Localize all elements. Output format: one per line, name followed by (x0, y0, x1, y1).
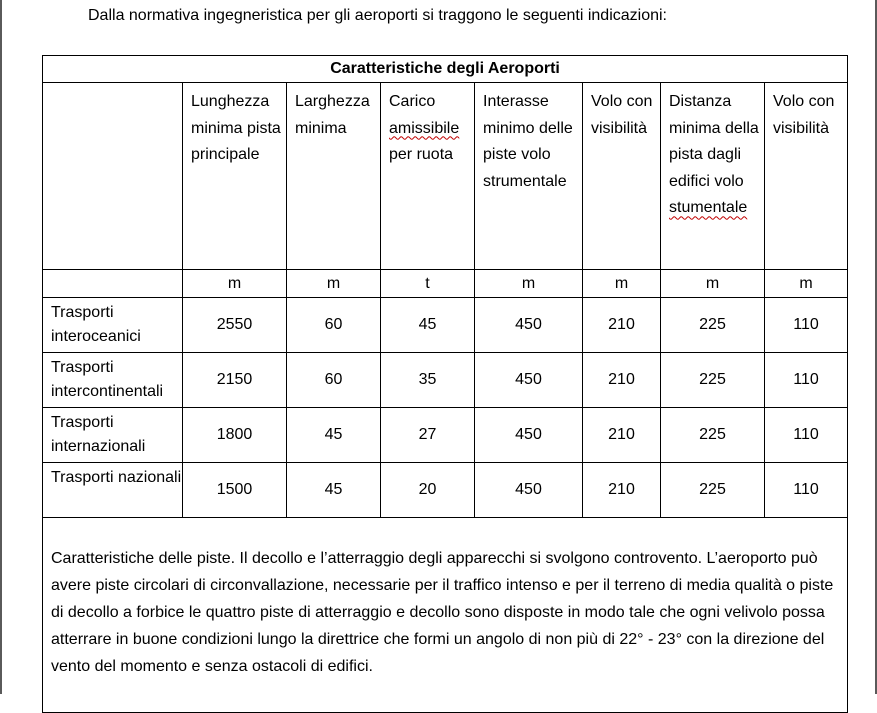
unit-cell: m (287, 270, 381, 298)
header-cell: Interasse minimo delle piste volo strumentale (475, 83, 583, 270)
table-cell: 110 (765, 353, 848, 408)
table-cell: 60 (287, 353, 381, 408)
header-part: Distanza minima della pista dagli edifici volo (669, 93, 759, 190)
table-cell: 210 (583, 353, 661, 408)
table-cell: 35 (381, 353, 475, 408)
table-cell: 210 (583, 298, 661, 353)
table-cell: 110 (765, 408, 848, 463)
table-cell: 225 (661, 353, 765, 408)
table-cell: 210 (583, 408, 661, 463)
row-label: Trasporti interoceanici (43, 298, 183, 353)
units-empty-cell (43, 270, 183, 298)
unit-cell: m (765, 270, 848, 298)
units-row (43, 270, 848, 298)
header-cell (661, 83, 765, 270)
header-part: per ruota (389, 146, 454, 164)
runway-characteristics-paragraph: Caratteristiche delle piste. Il decollo e l’atterraggio degli apparecchi si svolgono controvento. L’aeroporto può avere piste circolari di circonvallazione, necessarie per il traffico intenso e per il terreno di media qualità o piste di decollo a forbice le quattro piste di atterraggio e decollo sono disposte in modo tale che ogni velivolo possa atterrare in buone condizioni lungo la direttrice che formi un angolo di non più di 22° - 23° con la direzione del vento del momento e senza ostacoli di edifici. (43, 518, 848, 713)
table-cell: 45 (287, 463, 381, 518)
table-cell: 450 (475, 408, 583, 463)
header-cell: Larghezza minima (287, 83, 381, 270)
row-label: Trasporti nazionali (43, 463, 183, 518)
table-row (43, 463, 848, 518)
table-cell: 1800 (183, 408, 287, 463)
header-empty-cell (43, 83, 183, 270)
table-row (43, 353, 848, 408)
table-cell: 225 (661, 463, 765, 518)
table-cell: 60 (287, 298, 381, 353)
spellcheck-word: stumentale (669, 199, 748, 217)
table-cell: 27 (381, 408, 475, 463)
unit-cell: t (381, 270, 475, 298)
header-row (43, 83, 848, 270)
table-row (43, 408, 848, 463)
table-cell: 450 (475, 298, 583, 353)
unit-cell: m (475, 270, 583, 298)
table-cell: 45 (287, 408, 381, 463)
table-row (43, 298, 848, 353)
table-cell: 45 (381, 298, 475, 353)
table-cell: 225 (661, 298, 765, 353)
table-cell: 20 (381, 463, 475, 518)
header-cell: Volo con visibilità (583, 83, 661, 270)
table-cell: 110 (765, 463, 848, 518)
spellcheck-word: amissibile (389, 119, 460, 137)
intro-text: Dalla normativa ingegneristica per gli aeroporti si traggono le seguenti indicazioni: (88, 7, 667, 24)
airport-characteristics-table (42, 55, 848, 713)
table-cell: 450 (475, 463, 583, 518)
table-cell: 2550 (183, 298, 287, 353)
table-cell: 450 (475, 353, 583, 408)
table-cell: 2150 (183, 353, 287, 408)
table-cell: 110 (765, 298, 848, 353)
table-title: Caratteristiche degli Aeroporti (43, 56, 848, 83)
table-cell: 225 (661, 408, 765, 463)
header-cell: Lunghezza minima pista principale (183, 83, 287, 270)
header-cell (381, 83, 475, 270)
unit-cell: m (661, 270, 765, 298)
table-cell: 210 (583, 463, 661, 518)
page-border-left (0, 0, 2, 694)
row-label: Trasporti intercontinentali (43, 353, 183, 408)
row-label: Trasporti internazionali (43, 408, 183, 463)
table-cell: 1500 (183, 463, 287, 518)
header-part: Carico (389, 93, 436, 110)
unit-cell: m (583, 270, 661, 298)
unit-cell: m (183, 270, 287, 298)
header-cell: Volo con visibilità (765, 83, 848, 270)
